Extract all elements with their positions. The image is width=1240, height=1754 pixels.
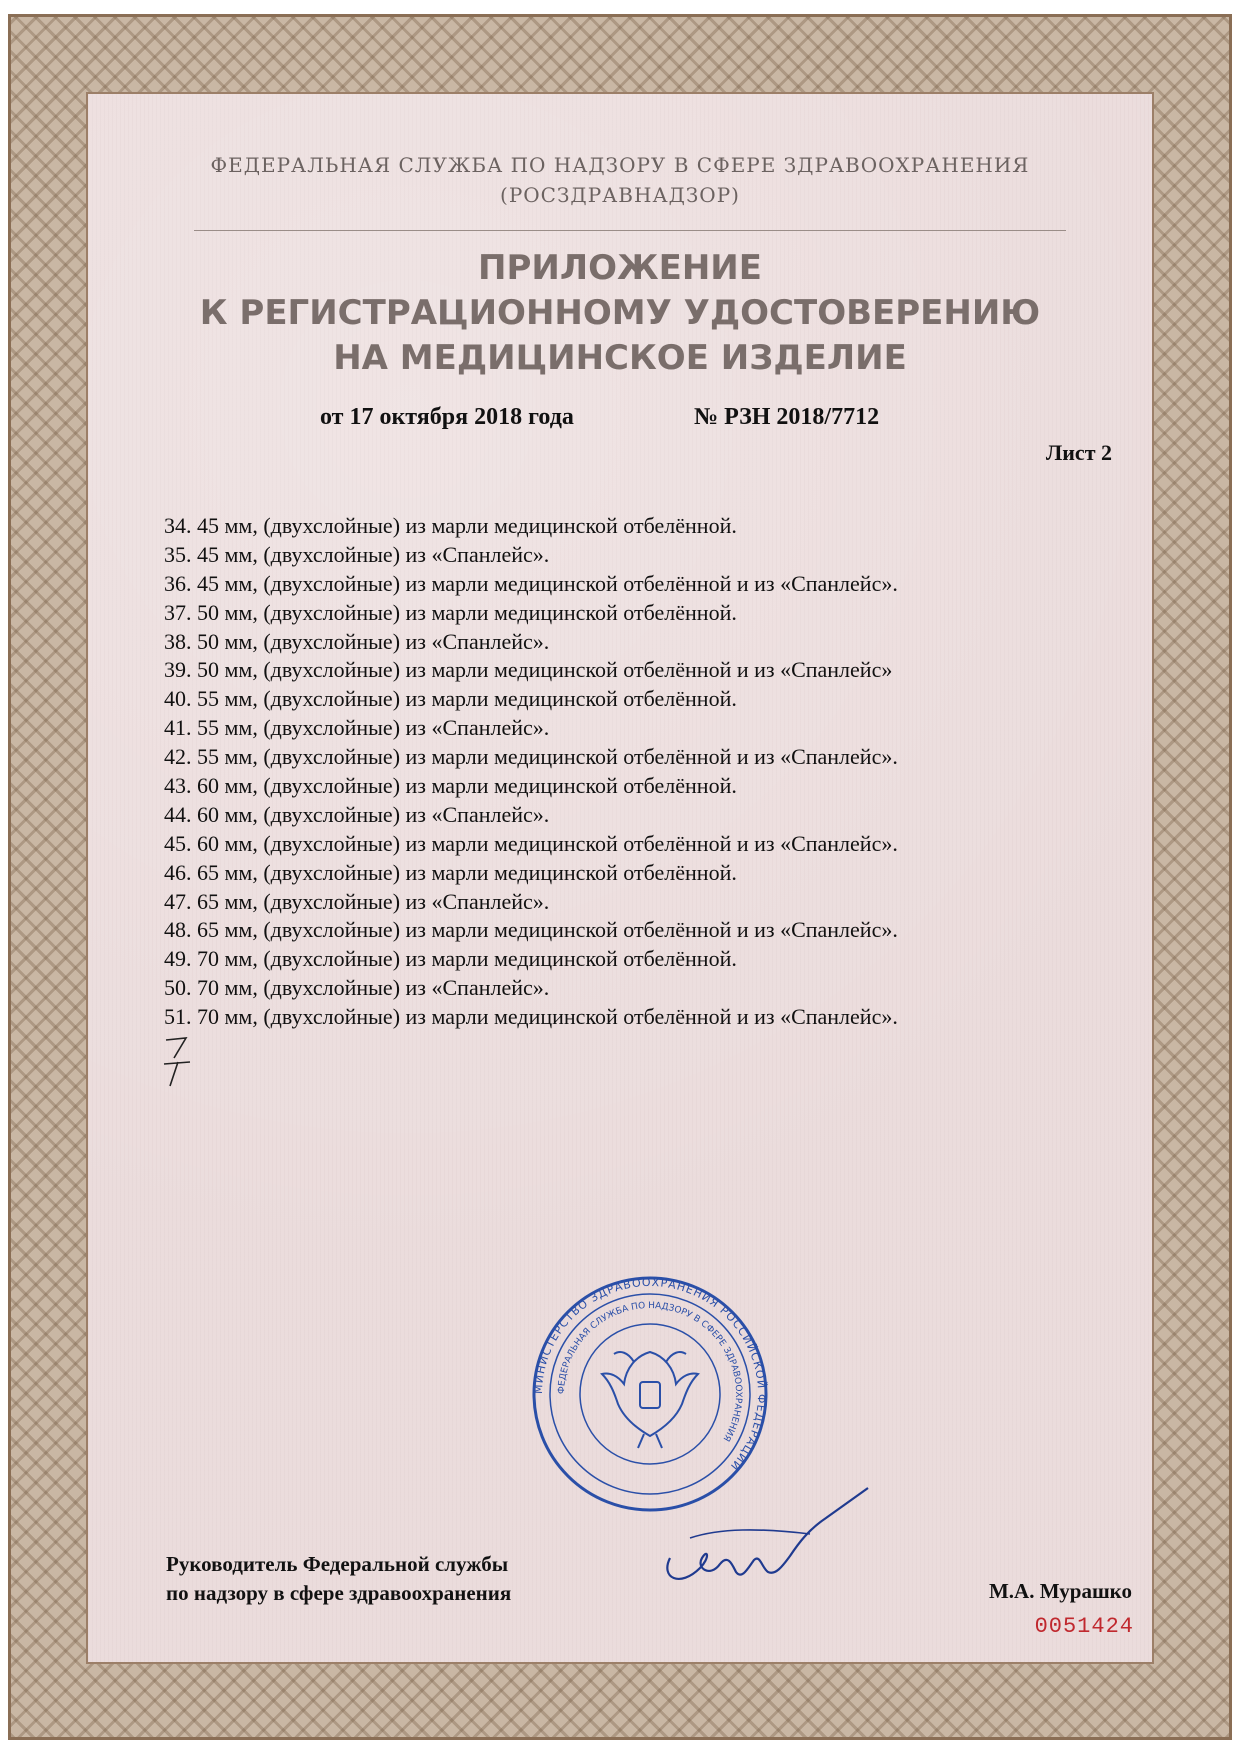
list-item: 46. 65 мм, (двухслойные) из марли медицинской отбелённой. [164, 859, 737, 885]
signatory-position-line-1: Руководитель Федеральной службы [166, 1552, 509, 1576]
list-item: 47. 65 мм, (двухслойные) из «Спанлейс». [164, 888, 550, 914]
handwritten-initial-mark [160, 1034, 196, 1090]
registration-number: № РЗН 2018/7712 [694, 404, 880, 430]
stamp-inner-text: ФЕДЕРАЛЬНАЯ СЛУЖБА ПО НАДЗОРУ В СФЕРЕ ЗДРАВООХРАНЕНИЯ [556, 1300, 744, 1443]
product-variants-list [164, 512, 1064, 1032]
issuing-authority-abbrev: (РОСЗДРАВНАДЗОР) [500, 183, 740, 207]
list-item: 34. 45 мм, (двухслойные) из марли медицинской отбелённой. [164, 513, 737, 538]
list-item: 35. 45 мм, (двухслойные) из «Спанлейс». [164, 541, 550, 567]
list-item: 51. 70 мм, (двухслойные) из марли медицинской отбелённой и из «Спанлейс». [164, 1004, 898, 1030]
list-item: 41. 55 мм, (двухслойные) из «Спанлейс». [164, 715, 550, 741]
form-serial-number: 0051424 [1034, 1614, 1134, 1639]
list-item: 43. 60 мм, (двухслойные) из марли медицинской отбелённой. [164, 773, 737, 799]
issuing-authority-name: ФЕДЕРАЛЬНАЯ СЛУЖБА ПО НАДЗОРУ В СФЕРЕ ЗДРАВООХРАНЕНИЯ [210, 153, 1030, 177]
title-line-2: К РЕГИСТРАЦИОННОМУ УДОСТОВЕРЕНИЮ [199, 293, 1041, 333]
list-item: 42. 55 мм, (двухслойные) из марли медицинской отбелённой и из «Спанлейс». [164, 744, 898, 770]
list-item: 50. 70 мм, (двухслойные) из «Спанлейс». [164, 975, 550, 1001]
list-item: 39. 50 мм, (двухслойные) из марли медицинской отбелённой и из «Спанлейс» [164, 657, 893, 683]
signatory-position [166, 1550, 511, 1608]
director-signature [650, 1468, 880, 1598]
double-headed-eagle-icon [602, 1352, 698, 1448]
list-item: 37. 50 мм, (двухслойные) из марли медицинской отбелённой. [164, 599, 737, 625]
issuing-authority [0, 150, 1240, 210]
registration-date: от 17 октября 2018 года [320, 404, 574, 430]
sheet-number: Лист 2 [1045, 440, 1112, 465]
list-item: 36. 45 мм, (двухслойные) из марли медицинской отбелённой и из «Спанлейс». [164, 570, 898, 596]
document-title [0, 246, 1240, 381]
title-line-1: ПРИЛОЖЕНИЕ [478, 248, 762, 288]
list-item: 45. 60 мм, (двухслойные) из марли медицинской отбелённой и из «Спанлейс». [164, 830, 898, 856]
list-item: 40. 55 мм, (двухслойные) из марли медицинской отбелённой. [164, 686, 737, 712]
signatory-position-line-2: по надзору в сфере здравоохранения [166, 1581, 512, 1605]
list-item: 49. 70 мм, (двухслойные) из марли медицинской отбелённой. [164, 946, 737, 972]
signatory-name: М.А. Мурашко [988, 1579, 1132, 1603]
list-item: 44. 60 мм, (двухслойные) из «Спанлейс». [164, 801, 550, 827]
header-divider [194, 230, 1066, 231]
title-line-3: НА МЕДИЦИНСКОЕ ИЗДЕЛИЕ [333, 338, 907, 378]
list-item: 48. 65 мм, (двухслойные) из марли медицинской отбелённой и из «Спанлейс». [164, 917, 898, 943]
stamp-outer-text: МИНИСТЕРСТВО ЗДРАВООХРАНЕНИЯ РОССИЙСКОЙ ФЕДЕРАЦИИ [531, 1275, 769, 1474]
list-item: 38. 50 мм, (двухслойные) из «Спанлейс». [164, 628, 550, 654]
